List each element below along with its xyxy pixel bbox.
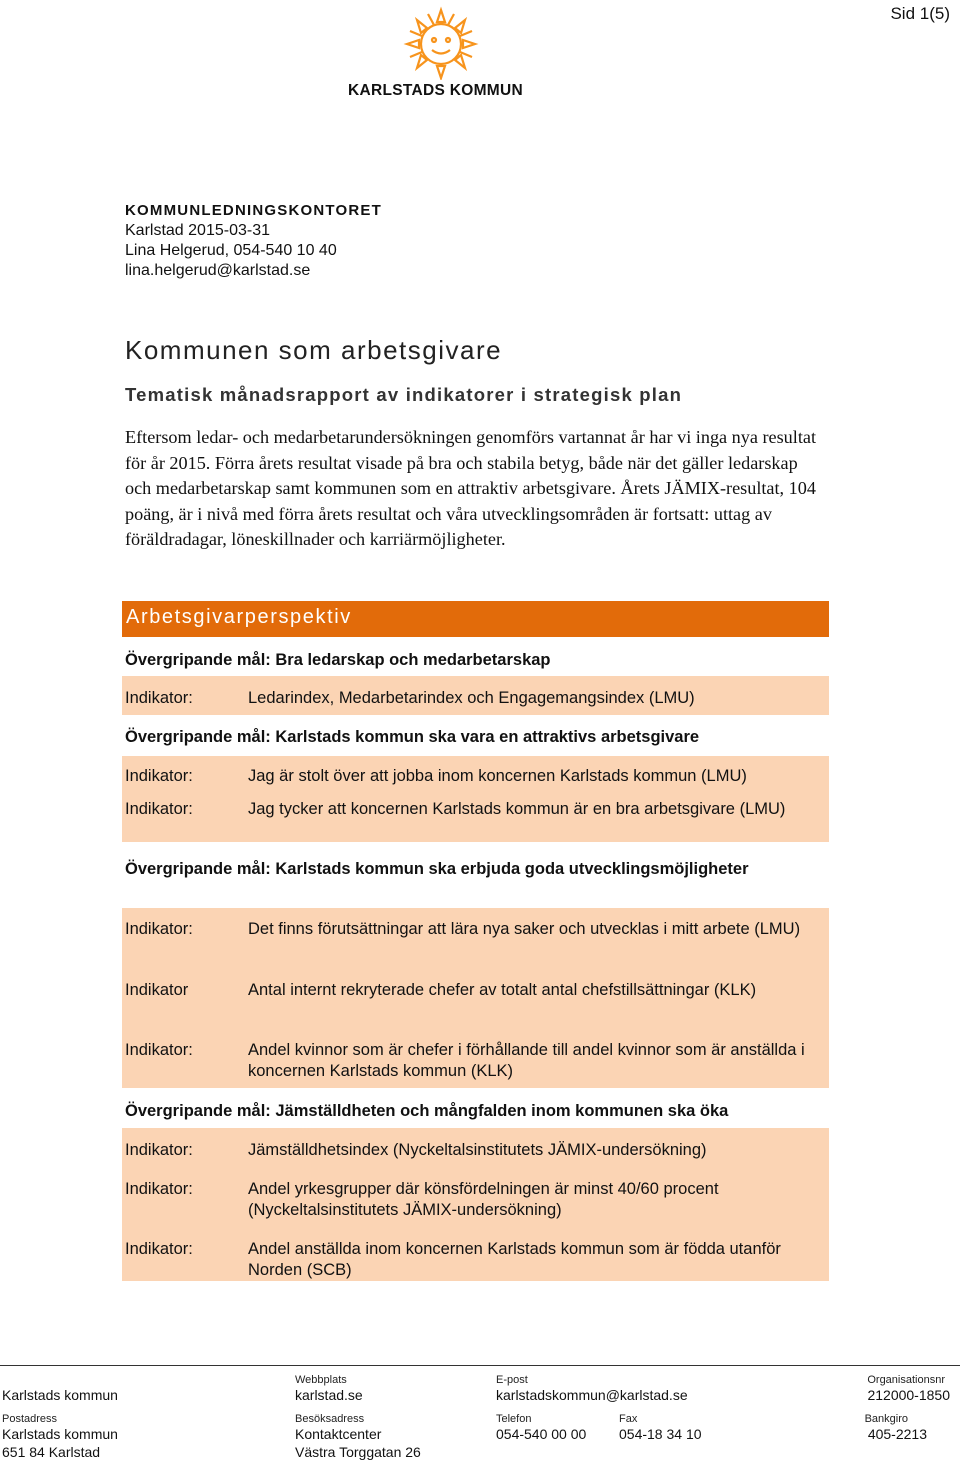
indicator-label: Indikator:	[125, 800, 193, 818]
footer-telefon: 054-540 00 00	[496, 1426, 587, 1442]
indicator-label: Indikator:	[125, 689, 193, 707]
footer-postadress-2: 651 84 Karlstad	[2, 1444, 101, 1460]
footer-org-name: Karlstads kommun	[2, 1387, 118, 1403]
document-title: Kommunen som arbetsgivare	[125, 335, 503, 365]
indicator-text: Jag är stolt över att jobba inom koncernen Karlstads kommun (LMU)	[248, 767, 747, 785]
place-date: Karlstad 2015-03-31	[125, 222, 270, 239]
indicator-text: Ledarindex, Medarbetarindex och Engagemangsindex (LMU)	[248, 689, 695, 707]
indicator-block	[122, 908, 829, 1088]
sun-face-logo-icon	[396, 6, 486, 80]
goal-title: Övergripande mål: Karlstads kommun ska erbjuda goda utvecklingsmöjligheter	[125, 860, 749, 878]
footer-bankgiro: 405-2213	[867, 1426, 927, 1442]
indicator-text: Andel anställda inom koncernen Karlstads kommun som är födda utanför Norden (SCB)	[248, 1240, 781, 1279]
contact-email[interactable]: lina.helgerud@karlstad.se	[125, 262, 311, 279]
document-subtitle: Tematisk månadsrapport av indikatorer i strategisk plan	[125, 384, 683, 405]
department: KOMMUNLEDNINGSKONTORET	[125, 202, 382, 219]
contact-person: Lina Helgerud, 054-540 10 40	[125, 242, 337, 259]
indicator-block	[122, 1128, 829, 1281]
section-banner	[122, 601, 829, 637]
footer-bankgiro-label: Bankgiro	[864, 1413, 908, 1425]
sender-block	[125, 201, 382, 281]
footer-fax-label: Fax	[619, 1413, 638, 1425]
goal-title: Övergripande mål: Jämställdheten och mångfalden inom kommunen ska öka	[125, 1102, 729, 1120]
page-number: Sid 1(5)	[890, 4, 950, 23]
logo-text: KARLSTADS KOMMUN	[348, 82, 523, 99]
footer-fax: 054-18 34 10	[619, 1426, 702, 1442]
footer-webbplats[interactable]: karlstad.se	[295, 1387, 363, 1403]
indicator-text: Det finns förutsättningar att lära nya saker och utvecklas i mitt arbete (LMU)	[248, 920, 801, 938]
footer-epost[interactable]: karlstadskommun@karlstad.se	[496, 1387, 688, 1403]
indicator-label: Indikator:	[125, 767, 193, 785]
indicator-label: Indikator:	[125, 1141, 193, 1159]
intro-paragraph: Eftersom ledar- och medarbetarundersökningen genomförs vartannat år har vi inga nya resultat för år 2015. Förra årets resultat visade på bra och stabila betyg, både när det gäller ledarskap och medarbetarskap samt kommunen som en attraktiv arbetsgivare. Årets JÄMIX-resultat, 104 poäng, är i nivå med förra årets resultat och våra utvecklingsområden är fortsatt: uttag av föräldradagar, löneskillnader och karriärmöjligheter.	[125, 427, 817, 550]
indicator-label: Indikator	[125, 981, 189, 999]
footer-besok-1: Kontaktcenter	[295, 1426, 382, 1442]
footer-divider	[0, 1365, 960, 1366]
footer-postadress-label: Postadress	[2, 1413, 58, 1425]
indicator-text: Antal internt rekryterade chefer av totalt antal chefstillsättningar (KLK)	[248, 981, 757, 999]
indicator-block	[122, 676, 829, 715]
footer-telefon-label: Telefon	[496, 1413, 532, 1425]
footer-postadress-1: Karlstads kommun	[2, 1426, 118, 1442]
indicator-label: Indikator:	[125, 1041, 193, 1059]
footer-besok-2: Västra Torggatan 26	[295, 1444, 421, 1460]
footer-webbplats-label: Webbplats	[295, 1374, 347, 1386]
indicator-block	[122, 756, 829, 842]
indicator-text: Jag tycker att koncernen Karlstads kommun är en bra arbetsgivare (LMU)	[248, 800, 786, 818]
footer-orgnr-label: Organisationsnr	[867, 1374, 945, 1386]
indicator-label: Indikator:	[125, 1180, 193, 1198]
indicator-text: Andel kvinnor som är chefer i förhållande till andel kvinnor som är anställda i koncernen Karlstads kommun (KLK)	[248, 1041, 805, 1080]
footer-orgnr: 212000-1850	[867, 1387, 950, 1403]
logo	[330, 6, 550, 98]
goal-title: Övergripande mål: Bra ledarskap och medarbetarskap	[125, 651, 551, 669]
footer-epost-label: E-post	[496, 1374, 528, 1386]
indicator-label: Indikator:	[125, 920, 193, 938]
goal-title: Övergripande mål: Karlstads kommun ska vara en attraktivs arbetsgivare	[125, 728, 700, 746]
indicator-text: Andel yrkesgrupper där könsfördelningen är minst 40/60 procent (Nyckeltalsinstitutets JÄMIX-undersökning)	[248, 1180, 719, 1219]
indicator-text: Jämställdhetsindex (Nyckeltalsinstitutets JÄMIX-undersökning)	[248, 1141, 707, 1159]
footer-besok-label: Besöksadress	[295, 1413, 365, 1425]
section-banner-label: Arbetsgivarperspektiv	[126, 606, 352, 628]
indicator-label: Indikator:	[125, 1240, 193, 1258]
